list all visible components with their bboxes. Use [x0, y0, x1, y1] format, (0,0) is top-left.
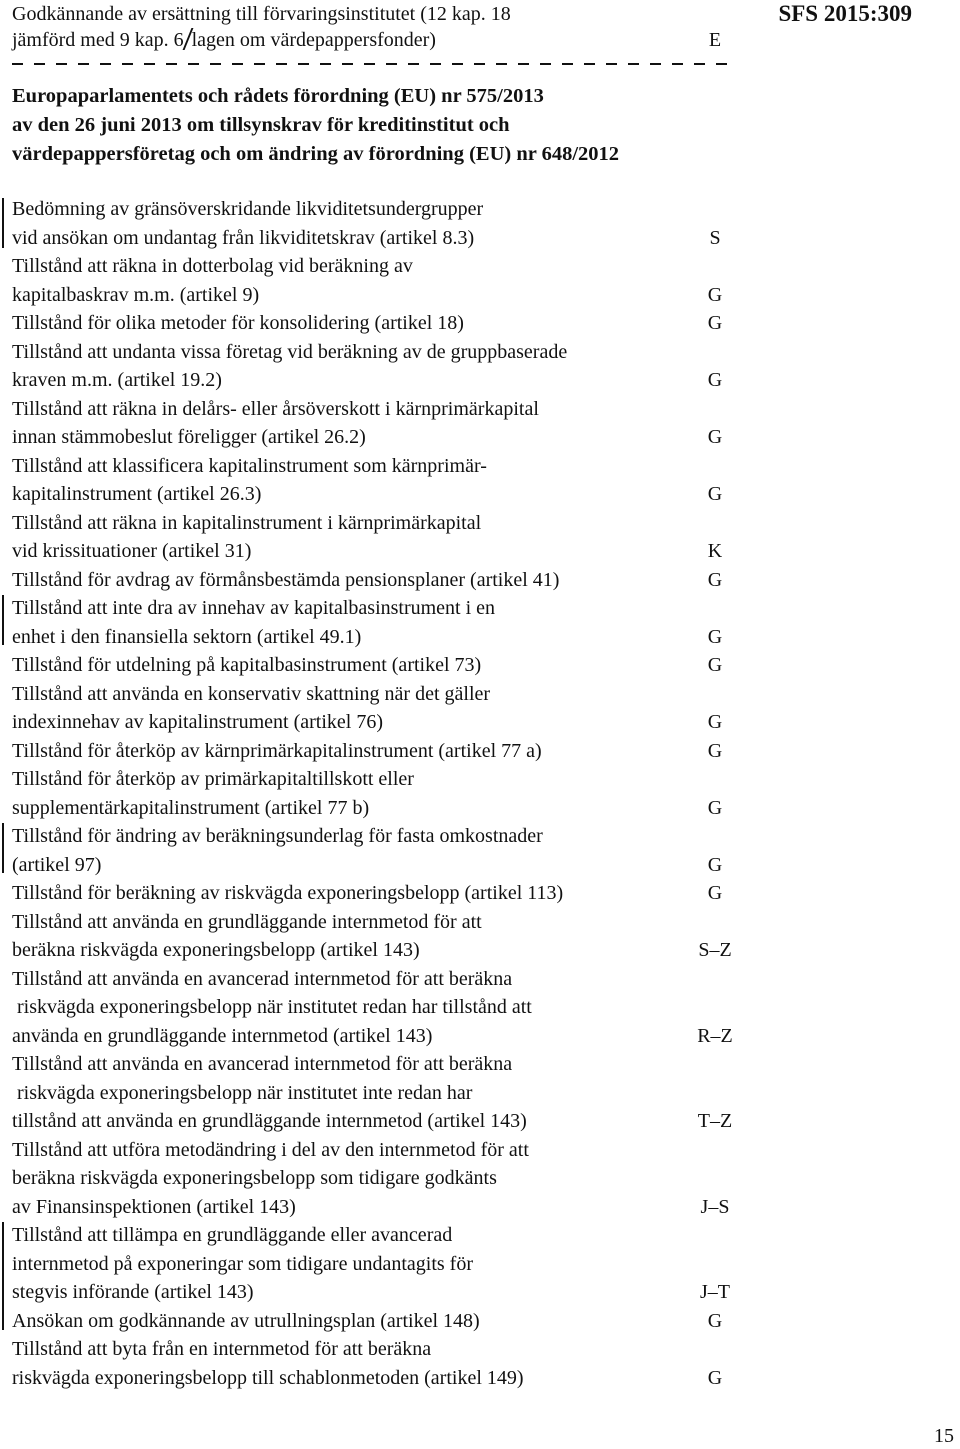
entry-text-line: riskvägda exponeringsbelopp när institutet inte redan har [12, 1081, 473, 1104]
entry-text-line: internmetod på exponeringar som tidigare undantagits för [12, 1252, 473, 1275]
entry-text-line: Bedömning av gränsöverskridande likviditetsundergrupper [12, 198, 484, 220]
entry-text-line: beräkna riskvägda exponeringsbelopp (artikel 143) [12, 939, 420, 961]
header-line-2a: jämförd med 9 kap. 6 [12, 29, 184, 51]
entry-code: R–Z [697, 1024, 733, 1047]
entry-text-line: använda en grundläggande internmetod (artikel 143) [12, 1024, 433, 1047]
entry-text-line: Tillstånd att använda en grundläggande internmetod för att [12, 910, 482, 933]
entry-code: G [707, 283, 723, 306]
entry-text-line: kapitalbaskrav m.m. (artikel 9) [12, 283, 260, 306]
entry-text-line: supplementärkapitalinstrument (artikel 77 b) [12, 796, 370, 819]
header-line-2b: lagen om värdepappersfonder) [191, 29, 436, 51]
entry-text-line: Tillstånd för beräkning av riskvägda exponeringsbelopp (artikel 113) [12, 882, 564, 904]
entry-text-line: Tillstånd att tillämpa en grundläggande eller avancerad [12, 1224, 453, 1246]
entry-text-line: tillstånd att använda en grundläggande internmetod (artikel 143) [12, 1110, 527, 1132]
dashed-divider [12, 63, 734, 65]
header-code: E [708, 29, 722, 51]
entry-text-line: Tillstånd för ändring av beräkningsunderlag för fasta omkostnader [12, 825, 543, 847]
entry-code: G [707, 1366, 723, 1389]
entry-code: G [707, 654, 723, 676]
entry-text-line: beräkna riskvägda exponeringsbelopp som tidigare godkänts [12, 1167, 497, 1189]
entry-text-line: av Finansinspektionen (artikel 143) [12, 1195, 296, 1218]
change-bar [2, 198, 4, 248]
entry-text-line: innan stämmobeslut föreligger (artikel 26.2) [12, 426, 366, 448]
regulation-title-line: värdepappersföretag och om ändring av förordning (EU) nr 648/2012 [12, 143, 620, 165]
entry-text-line: Tillstånd att inte dra av innehav av kapitalbasinstrument i en [12, 597, 496, 619]
entry-code: G [707, 739, 723, 762]
entry-text-line: (artikel 97) [12, 853, 102, 876]
entry-text-line: Ansökan om godkännande av utrullningsplan (artikel 148) [12, 1309, 480, 1332]
regulation-title-line: Europaparlamentets och rådets förordning (EU) nr 575/2013 [12, 85, 544, 107]
entry-code: G [707, 1309, 723, 1332]
entry-text-line: Tillstånd för avdrag av förmånsbestämda pensionsplaner (artikel 41) [12, 568, 560, 591]
entry-text-line: Tillstånd att räkna in delårs- eller årsöverskott i kärnprimärkapital [12, 397, 539, 420]
entry-text-line: Tillstånd att räkna in dotterbolag vid beräkning av [12, 255, 413, 277]
page-number: 15 [934, 1425, 954, 1447]
entry-text-line: Tillstånd att klassificera kapitalinstrument som kärnprimär- [12, 454, 487, 477]
entry-text-line: Tillstånd att använda en avancerad internmetod för att beräkna [12, 1053, 513, 1075]
header-line-2 [12, 26, 436, 54]
entry-text-line: Tillstånd att utföra metodändring i del av den internmetod för att [12, 1138, 529, 1161]
change-bar [2, 1222, 4, 1330]
entry-code: G [707, 882, 723, 904]
entry-code: G [707, 625, 723, 648]
change-bar [2, 595, 4, 645]
entry-code: G [707, 711, 723, 733]
entry-text-line: Tillstånd att använda en konservativ skattning när det gäller [12, 682, 491, 705]
sfs-number: SFS 2015:309 [778, 1, 912, 26]
entry-code: G [707, 312, 723, 334]
entry-code: S–Z [698, 939, 732, 961]
header-line-1: Godkännande av ersättning till förvaringsinstitutet (12 kap. 18 [12, 3, 511, 25]
entry-text-line: kraven m.m. (artikel 19.2) [12, 369, 222, 391]
entry-code: G [707, 483, 723, 505]
entry-text-line: riskvägda exponeringsbelopp till schablonmetoden (artikel 149) [12, 1366, 524, 1389]
entry-text-line: stegvis införande (artikel 143) [12, 1281, 254, 1303]
entry-code: S [709, 226, 721, 249]
entry-text-line: Tillstånd att räkna in kapitalinstrument i kärnprimärkapital [12, 511, 482, 534]
entry-text-line: Tillstånd för återköp av primärkapitaltillskott eller [12, 768, 414, 790]
entry-text-line: vid ansökan om undantag från likviditetskrav (artikel 8.3) [12, 226, 475, 249]
entry-code: T–Z [697, 1110, 733, 1132]
entry-text-line: riskvägda exponeringsbelopp när institutet redan har tillstånd att [12, 996, 532, 1018]
regulation-title-line: av den 26 juni 2013 om tillsynskrav för kreditinstitut och [12, 114, 510, 136]
entry-code: K [707, 540, 723, 562]
entry-code: J–S [700, 1195, 730, 1218]
entry-text-line: Tillstånd för återköp av kärnprimärkapitalinstrument (artikel 77 a) [12, 739, 542, 762]
entry-code: G [707, 426, 723, 448]
entry-code: J–T [700, 1281, 730, 1303]
entry-text-line: Tillstånd att byta från en internmetod för att beräkna [12, 1338, 432, 1360]
entry-text-line: Tillstånd för olika metoder för konsolidering (artikel 18) [12, 312, 464, 334]
entry-text-line: Tillstånd att använda en avancerad internmetod för att beräkna [12, 967, 513, 990]
entry-code: G [707, 568, 723, 591]
entry-text-line: vid krissituationer (artikel 31) [12, 540, 252, 562]
entry-text-line: Tillstånd att undanta vissa företag vid beräkning av de gruppbaserade [12, 340, 568, 363]
entry-text-line: enhet i den finansiella sektorn (artikel 49.1) [12, 625, 362, 648]
entry-code: G [707, 796, 723, 819]
entry-code: G [707, 369, 723, 391]
change-bar [2, 823, 4, 873]
entry-code: G [707, 853, 723, 876]
entry-text-line: kapitalinstrument (artikel 26.3) [12, 483, 262, 505]
entry-text-line: Tillstånd för utdelning på kapitalbasinstrument (artikel 73) [12, 654, 482, 676]
entry-text-line: indexinnehav av kapitalinstrument (artikel 76) [12, 711, 383, 733]
